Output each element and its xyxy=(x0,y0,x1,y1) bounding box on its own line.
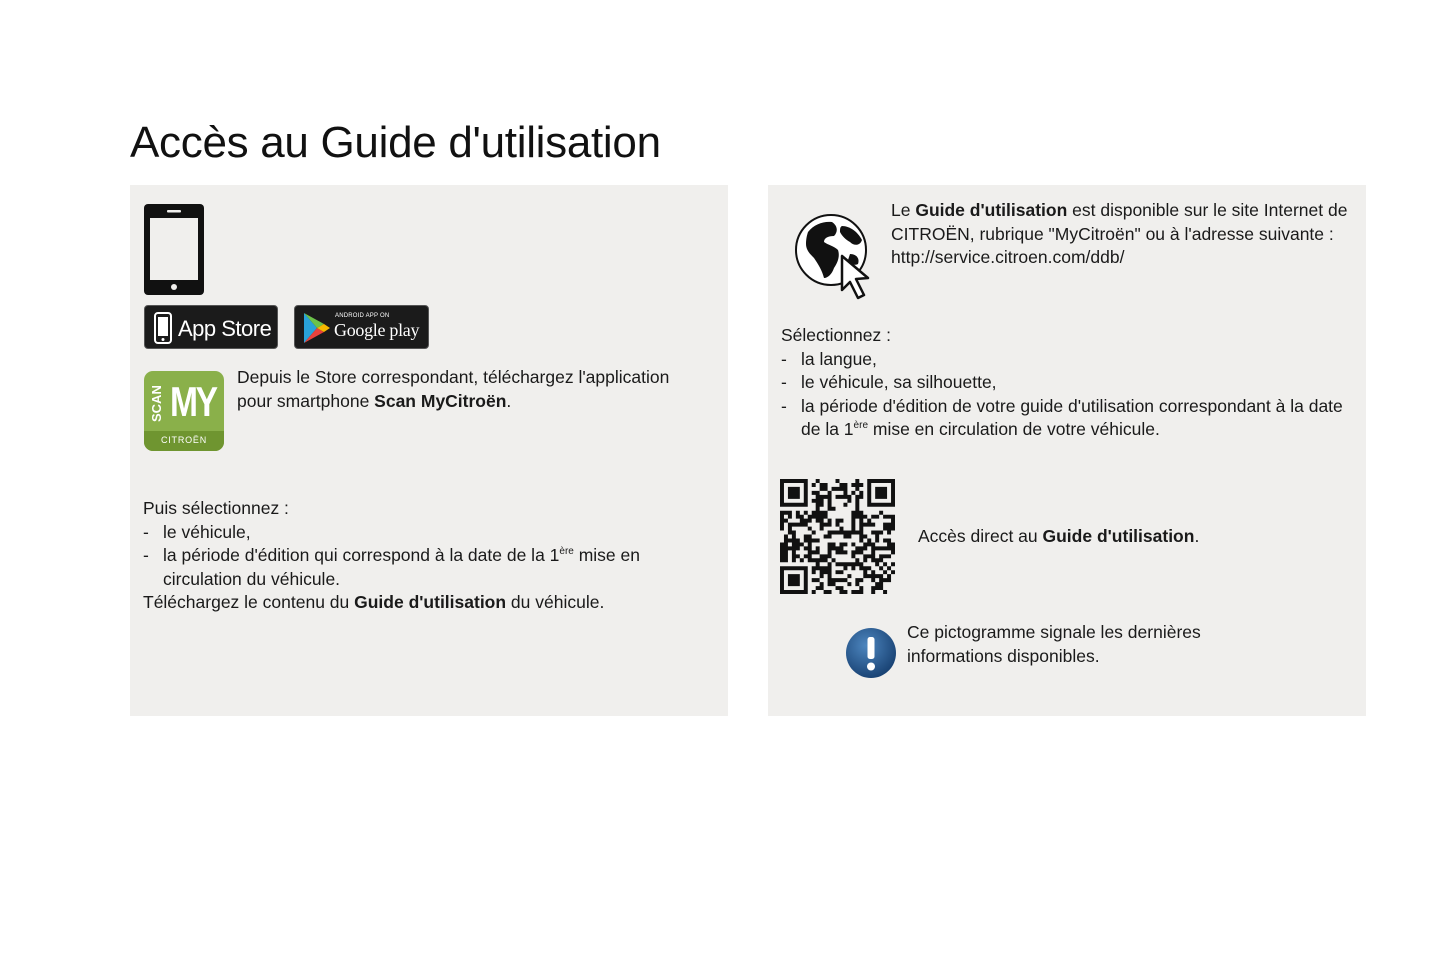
list-item: - la période d'édition de votre guide d'utilisation correspondant à la date de la 1ère mise en circulation de votre véhicule. xyxy=(781,395,1351,442)
qr-code[interactable] xyxy=(780,479,895,594)
page-title: Accès au Guide d'utilisation xyxy=(130,118,661,167)
google-play-badge[interactable] xyxy=(294,305,429,349)
google-play-label: Google play xyxy=(334,320,420,340)
app-download-panel xyxy=(130,185,728,716)
scan-logo-my: MY xyxy=(170,378,216,425)
google-play-small-label: ANDROID APP ON xyxy=(335,313,390,319)
list-item: - le véhicule, sa silhouette, xyxy=(781,371,1351,395)
app-store-badge[interactable] xyxy=(144,305,278,349)
info-icon xyxy=(845,627,897,679)
list-item: - le véhicule, xyxy=(143,521,703,545)
google-play-icon xyxy=(304,313,330,343)
list-item: - la période d'édition qui correspond à la date de la 1ère mise en circulation du véhicule. xyxy=(143,544,703,591)
guide-availability-text: Le Guide d'utilisation est disponible sur le site Internet de CITROËN, rubrique "MyCitroën" ou à l'adresse suivante : http://service.citroen.com/ddb/ xyxy=(891,200,1348,267)
guide-url-link[interactable]: http://service.citroen.com/ddb/ xyxy=(891,247,1125,267)
select-instructions xyxy=(143,497,703,615)
scan-logo-scan: SCAN xyxy=(149,385,164,422)
select-heading: Puis sélectionnez : xyxy=(143,498,289,518)
online-guide-panel xyxy=(768,185,1366,716)
globe-cursor-icon xyxy=(794,212,880,302)
smartphone-icon xyxy=(144,204,204,295)
select-heading: Sélectionnez : xyxy=(781,325,891,345)
apple-icon xyxy=(154,312,172,344)
list-item: - la langue, xyxy=(781,348,1351,372)
scan-mycitroen-logo xyxy=(144,371,224,451)
select-instructions-right xyxy=(781,324,1351,442)
qr-direct-access-text: Accès direct au Guide d'utilisation. xyxy=(918,526,1200,546)
download-content-text: Téléchargez le contenu du Guide d'utilisation du véhicule. xyxy=(143,592,605,612)
scan-logo-brand: CITROËN xyxy=(160,435,208,445)
app-store-label: App Store xyxy=(178,316,272,341)
info-pictogram-text: Ce pictogramme signale les dernières informations disponibles. xyxy=(907,622,1201,666)
download-app-text: Depuis le Store correspondant, téléchargez l'application pour smartphone Scan MyCitroën. xyxy=(237,367,670,411)
select-list xyxy=(781,348,1351,442)
select-list xyxy=(143,521,703,592)
